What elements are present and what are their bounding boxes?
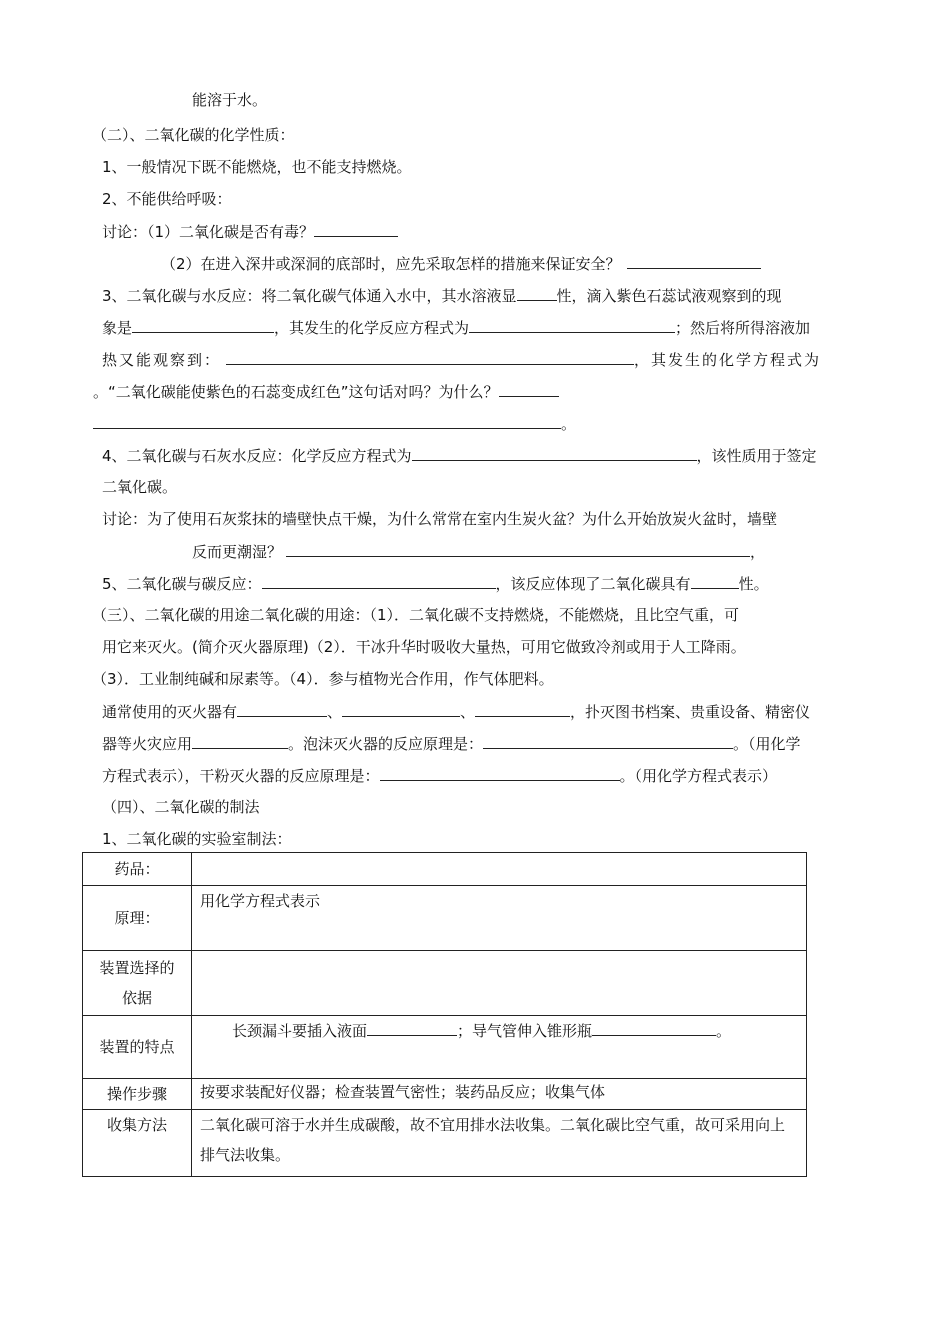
- answer-blank[interactable]: [132, 317, 274, 333]
- table-row: [83, 853, 807, 886]
- answer-blank[interactable]: [93, 413, 561, 429]
- text-line: 能溶于水。: [192, 91, 268, 109]
- table-row: [83, 1110, 807, 1177]
- table-label-cell: 装置的特点: [83, 1016, 192, 1079]
- section-heading: （二）、二氧化碳的化学性质：: [92, 126, 295, 144]
- table-row: [83, 1079, 807, 1110]
- answer-blank[interactable]: [192, 733, 288, 749]
- section-heading: （四）、二氧化碳的制法: [102, 798, 260, 816]
- table-label-cell: 收集方法: [83, 1110, 192, 1177]
- table-content-cell[interactable]: [192, 853, 807, 886]
- text-line: 3、二氧化碳与水反应：将二氧化碳气体通入水中，其水溶液显 性，滴入紫色石蕊试液观察到的现: [102, 287, 782, 305]
- answer-blank[interactable]: [367, 1020, 457, 1036]
- text-line: 1、二氧化碳的实验室制法：: [102, 830, 292, 848]
- text-line: 通常使用的灭火器有 、 、 ，扑灭图书档案、贵重设备、精密仪: [102, 703, 811, 721]
- answer-blank[interactable]: [412, 445, 697, 461]
- text-line: （3）．工业制纯碱和尿素等。（4）．参与植物光合作用，作气体肥料。: [92, 670, 554, 688]
- lab-method-table: [82, 852, 807, 1177]
- table-label-cell: 药品：: [83, 853, 192, 886]
- text-line: 5、二氧化碳与碳反应： ，该反应体现了二氧化碳具有 性。: [102, 575, 769, 593]
- section-heading: （三）、二氧化碳的用途二氧化碳的用途：（1）．二氧化碳不支持燃烧，不能燃烧，且比空气重，可: [92, 606, 740, 624]
- answer-blank[interactable]: [314, 221, 398, 237]
- answer-blank[interactable]: [691, 573, 739, 589]
- answer-blank[interactable]: [342, 701, 460, 717]
- answer-blank[interactable]: [226, 349, 634, 365]
- table-content-cell: 长颈漏斗要插入液面 ；导气管伸入锥形瓶 。: [192, 1016, 807, 1079]
- answer-blank[interactable]: [517, 285, 557, 301]
- text-line: 。“二氧化碳能使紫色的石蕊变成红色”这句话对吗？为什么？: [93, 381, 559, 402]
- text-line: 2、不能供给呼吸：: [102, 190, 232, 208]
- text-line: 用它来灭火。(简介灭火器原理)（2）．干冰升华时吸收大量热，可用它做致冷剂或用于人工降雨。: [102, 638, 746, 656]
- answer-blank[interactable]: [475, 701, 570, 717]
- text-line: 讨论：为了使用石灰浆抹的墙壁快点干燥，为什么常常在室内生炭火盆？为什么开始放炭火盆时，墙壁: [102, 510, 778, 528]
- question-line: 讨论：（1）二氧化碳是否有毒？: [102, 221, 398, 242]
- text-line: 方程式表示），干粉灭火器的反应原理是： 。（用化学方程式表示）: [102, 767, 778, 785]
- answer-blank[interactable]: [237, 701, 327, 717]
- question-line: （2）在进入深井或深洞的底部时，应先采取怎样的措施来保证安全？: [161, 253, 761, 274]
- table-label-cell: 原理：: [83, 886, 192, 951]
- answer-blank[interactable]: [592, 1020, 716, 1036]
- table-label-cell: 操作步骤: [83, 1079, 192, 1110]
- table-row: [83, 886, 807, 951]
- text-line: 4、二氧化碳与石灰水反应：化学反应方程式为 ，该性质用于签定: [102, 447, 817, 465]
- answer-blank[interactable]: [627, 253, 761, 269]
- table-row: [83, 951, 807, 1016]
- table-content-cell[interactable]: [192, 951, 807, 1016]
- table-label-cell: 装置选择的 依据: [83, 951, 192, 1016]
- table-content-cell: 按要求装配好仪器；检查装置气密性；装药品反应；收集气体: [192, 1079, 807, 1110]
- table-content-cell[interactable]: 用化学方程式表示: [192, 886, 807, 951]
- answer-blank[interactable]: [469, 317, 675, 333]
- text-line: 反而更潮湿？ ，: [192, 543, 766, 561]
- answer-blank[interactable]: [483, 733, 733, 749]
- text-line: 器等火灾应用 。泡沫灭火器的反应原理是： 。（用化学: [102, 735, 801, 753]
- answer-blank[interactable]: [499, 381, 559, 397]
- text-line: 1、一般情况下既不能燃烧，也不能支持燃烧。: [102, 158, 412, 176]
- answer-blank[interactable]: [286, 541, 750, 557]
- text-line: 二氧化碳。: [102, 478, 178, 496]
- answer-blank[interactable]: [262, 573, 496, 589]
- table-row: [83, 1016, 807, 1079]
- table-content-cell: 二氧化碳可溶于水并生成碳酸，故不宜用排水法收集。二氧化碳比空气重，故可采用向上排气法收集。: [192, 1110, 807, 1177]
- text-line: 热又能观察到： ，其发生的化学方程式为: [102, 351, 822, 369]
- answer-blank[interactable]: [380, 765, 620, 781]
- text-line: 象是 ，其发生的化学反应方程式为 ；然后将所得溶液加: [102, 319, 811, 337]
- text-line: 。: [93, 413, 576, 434]
